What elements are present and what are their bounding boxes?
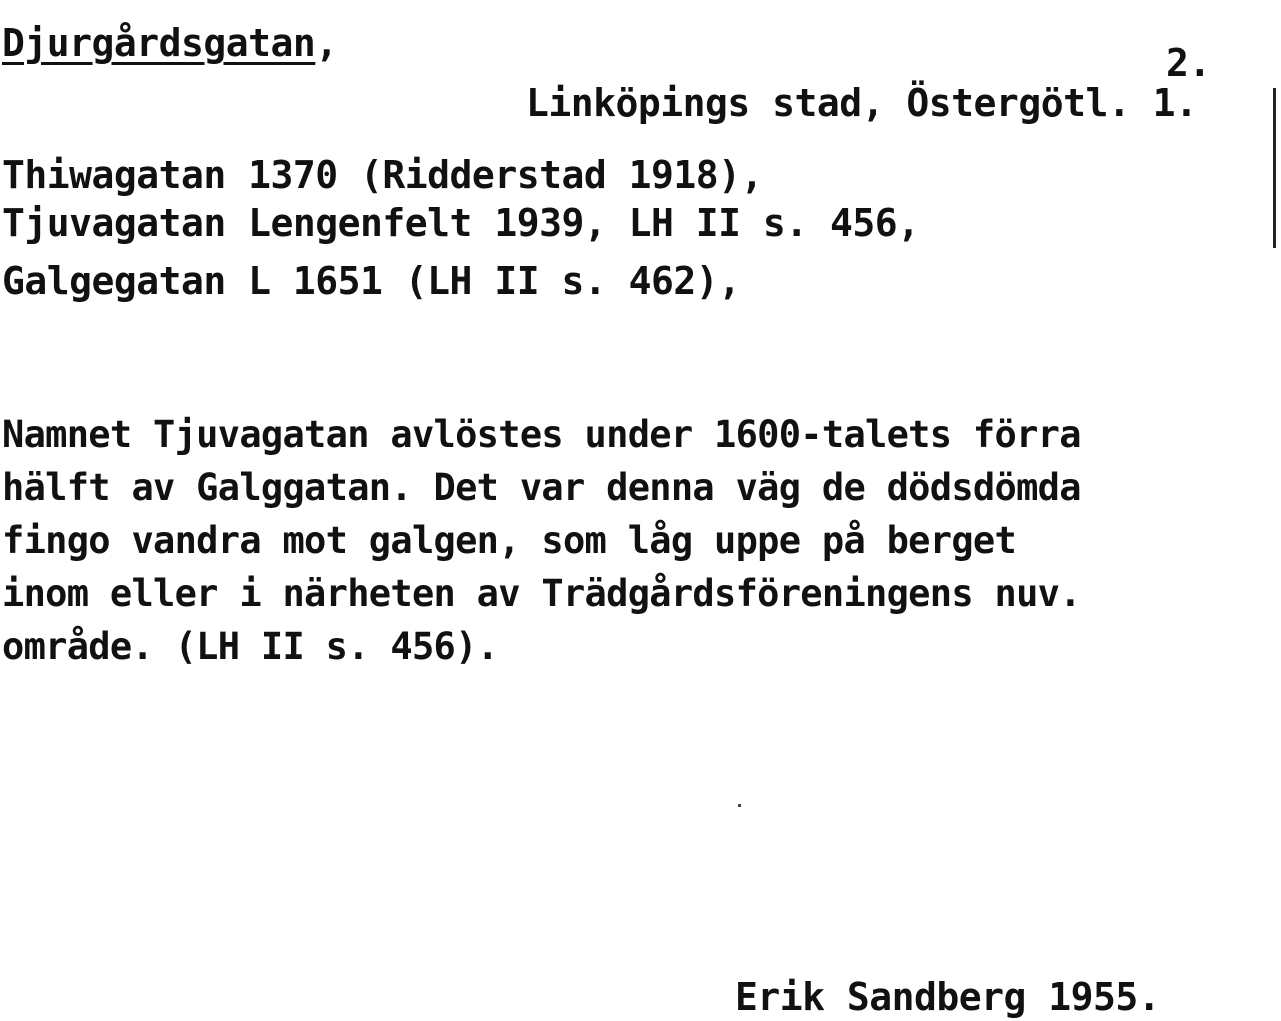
history-entry: Thiwagatan 1370 (Ridderstad 1918), [2,153,763,197]
paragraph-line: fingo vandra mot galgen, som låg uppe på berget [2,519,1017,562]
card-location: Linköpings stad, Östergötl. 1. [526,81,1198,125]
history-entry: Galgegatan L 1651 (LH II s. 462), [2,259,741,303]
title-comma: , [315,21,338,65]
paragraph-line: inom eller i närheten av Trädgårdsföreningens nuv. [2,572,1081,615]
street-name: Djurgårdsgatan [2,21,316,65]
paragraph-line: område. (LH II s. 456). [2,625,499,668]
ink-speck [738,804,741,807]
author-signature: Erik Sandberg 1955. [735,975,1161,1019]
card-title [2,21,338,65]
history-entry: Tjuvagatan Lengenfelt 1939, LH II s. 456, [2,201,920,245]
description-paragraph [2,408,1272,673]
paragraph-line: Namnet Tjuvagatan avlöstes under 1600-talets förra [2,413,1081,456]
paragraph-line: hälft av Galggatan. Det var denna väg de dödsdömda [2,466,1081,509]
card-edge-line [1273,88,1276,248]
card-number: 2. [1166,41,1211,85]
